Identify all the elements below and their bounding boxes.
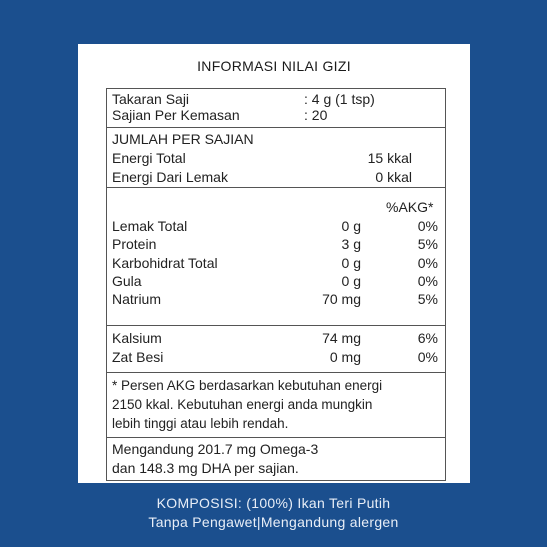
footnote-line: lebih tinggi atau lebih rendah. (112, 416, 289, 431)
nutrient-akg: 0% (417, 255, 438, 271)
mineral-amount: 74 mg (322, 330, 361, 346)
akg-header: %AKG* (386, 199, 434, 215)
mineral-akg: 6% (417, 330, 438, 346)
divider-energy (107, 187, 445, 188)
servings-per-pack-value: : 20 (304, 107, 328, 123)
divider-footnote (107, 437, 445, 438)
nutrient-amount: 0 g (341, 273, 361, 289)
divider-nutrients (107, 325, 445, 326)
servings-per-pack-label: Sajian Per Kemasan (112, 107, 240, 123)
mineral-name: Kalsium (112, 330, 162, 346)
energy-total-label: Energi Total (112, 150, 186, 166)
energy-fat-value: 0 kkal (375, 169, 412, 185)
omega-note-line: Mengandung 201.7 mg Omega-3 (112, 441, 319, 457)
per-serving-heading: JUMLAH PER SAJIAN (112, 131, 254, 147)
nutrient-name: Gula (112, 273, 142, 289)
nutrient-name: Protein (112, 236, 157, 252)
composition-text: KOMPOSISI: (100%) Ikan Teri Putih (156, 495, 391, 511)
nutrient-akg: 5% (417, 236, 438, 252)
nutrition-panel (78, 44, 470, 483)
nutrient-name: Lemak Total (112, 218, 188, 234)
footnote-line: * Persen AKG berdasarkan kebutuhan energi (112, 378, 383, 393)
claims-text: Tanpa Pengawet|Mengandung alergen (148, 514, 399, 530)
divider-serving (107, 127, 445, 128)
nutrient-amount: 0 g (341, 255, 361, 271)
omega-note-line: dan 148.3 mg DHA per sajian. (112, 460, 299, 476)
nutrient-amount: 3 g (341, 236, 361, 252)
nutrient-name: Natrium (112, 291, 162, 307)
footnote-line: 2150 kkal. Kebutuhan energi anda mungkin (112, 397, 373, 412)
energy-fat-label: Energi Dari Lemak (112, 169, 228, 185)
serving-size-value: : 4 g (1 tsp) (304, 91, 375, 107)
nutrient-amount: 0 g (341, 218, 361, 234)
nutrient-akg: 0% (417, 273, 438, 289)
nutrient-name: Karbohidrat Total (112, 255, 218, 271)
serving-size-label: Takaran Saji (112, 91, 190, 107)
nutrient-akg: 0% (417, 218, 438, 234)
mineral-akg: 0% (417, 349, 438, 365)
energy-total-value: 15 kkal (367, 150, 412, 166)
panel-title: INFORMASI NILAI GIZI (197, 58, 351, 74)
nutrient-amount: 70 mg (322, 291, 361, 307)
nutrition-table (106, 88, 446, 481)
mineral-name: Zat Besi (112, 349, 164, 365)
nutrient-akg: 5% (417, 291, 438, 307)
mineral-amount: 0 mg (329, 349, 361, 365)
divider-minerals (107, 372, 445, 373)
